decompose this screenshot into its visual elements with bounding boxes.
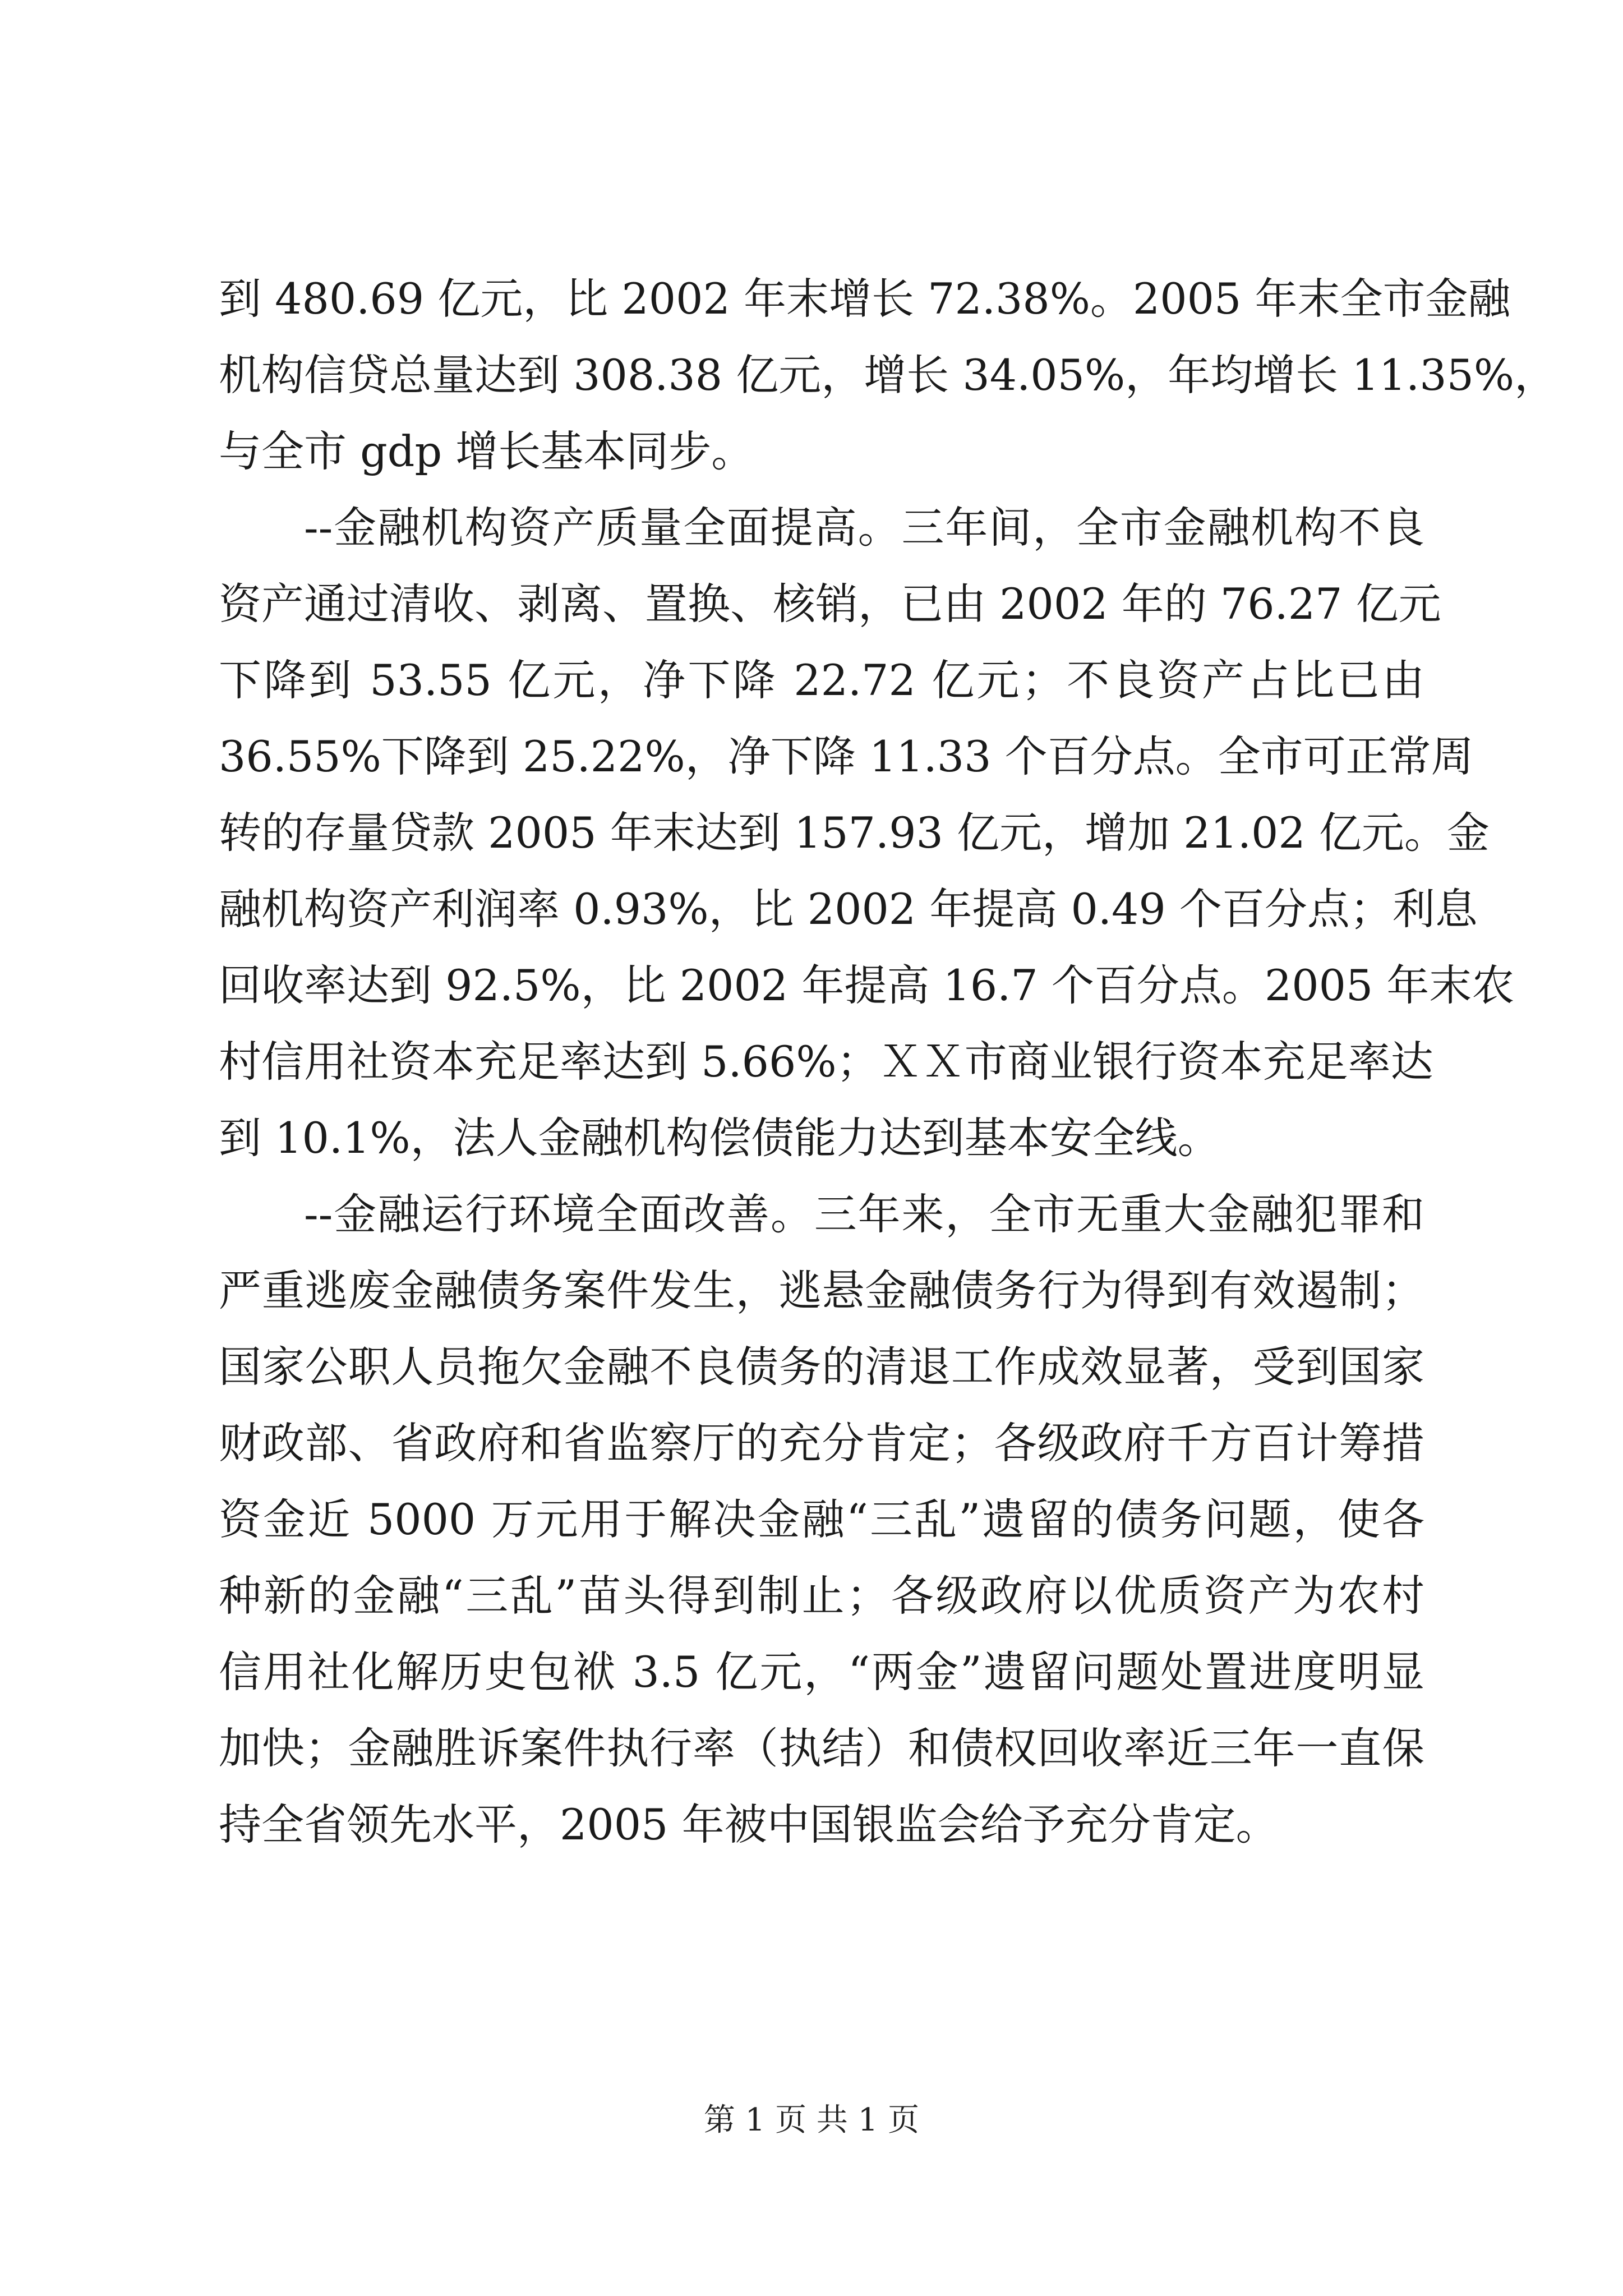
body-line: 财政部、省政府和省监察厅的充分肯定；各级政府千方百计筹措 — [219, 1418, 1424, 1468]
body-line: 资金近 5000 万元用于解决金融“三乱”遗留的债务问题，使各 — [219, 1494, 1424, 1544]
body-line: 信用社化解历史包袱 3.5 亿元，“两金”遗留问题处置进度明显 — [219, 1647, 1424, 1697]
body-line: 持全省领先水平，2005 年被中国银监会给予充分肯定。 — [219, 1800, 1279, 1849]
body-line: 资产通过清收、剥离、置换、核销，已由 2002 年的 76.27 亿元 — [219, 579, 1441, 629]
body-line: 种新的金融“三乱”苗头得到制止；各级政府以优质资产为农村 — [219, 1571, 1424, 1621]
body-line: 转的存量贷款 2005 年末达到 157.93 亿元，增加 21.02 亿元。金 — [219, 808, 1490, 858]
section-heading-line: --金融运行环境全面改善。三年来，全市无重大金融犯罪和 — [304, 1189, 1424, 1239]
body-line: 机构信贷总量达到 308.38 亿元，增长 34.05%，年均增长 11.35%， — [219, 350, 1557, 400]
body-line: 36.55%下降到 25.22%，净下降 11.33 个百分点。全市可正常周 — [219, 731, 1474, 781]
body-line: 严重逃废金融债务案件发生，逃悬金融债务行为得到有效遏制； — [219, 1266, 1424, 1315]
document-body — [219, 261, 1557, 1863]
body-line: 到 480.69 亿元，比 2002 年末增长 72.38%。2005 年末全市金融 — [219, 274, 1511, 324]
body-line: 村信用社资本充足率达到 5.66%；ＸＸ市商业银行资本充足率达 — [219, 1037, 1433, 1087]
body-line: 融机构资产利润率 0.93%，比 2002 年提高 0.49 个百分点；利息 — [219, 884, 1478, 934]
body-line: 与全市 gdp 增长基本同步。 — [219, 426, 754, 476]
body-line: 国家公职人员拖欠金融不良债务的清退工作成效显著，受到国家 — [219, 1342, 1424, 1392]
body-line: 到 10.1%，法人金融机构偿债能力达到基本安全线。 — [219, 1113, 1220, 1163]
page-number: 第 1 页 共 1 页 — [703, 2102, 920, 2138]
body-line: 加快；金融胜诉案件执行率（执结）和债权回收率近三年一直保 — [219, 1723, 1424, 1773]
body-line: 下降到 53.55 亿元，净下降 22.72 亿元；不良资产占比已由 — [219, 655, 1424, 705]
page-footer — [0, 2101, 1623, 2140]
body-line: 回收率达到 92.5%，比 2002 年提高 16.7 个百分点。2005 年末农 — [219, 960, 1515, 1010]
section-heading-line: --金融机构资产质量全面提高。三年间，全市金融机构不良 — [304, 503, 1424, 553]
